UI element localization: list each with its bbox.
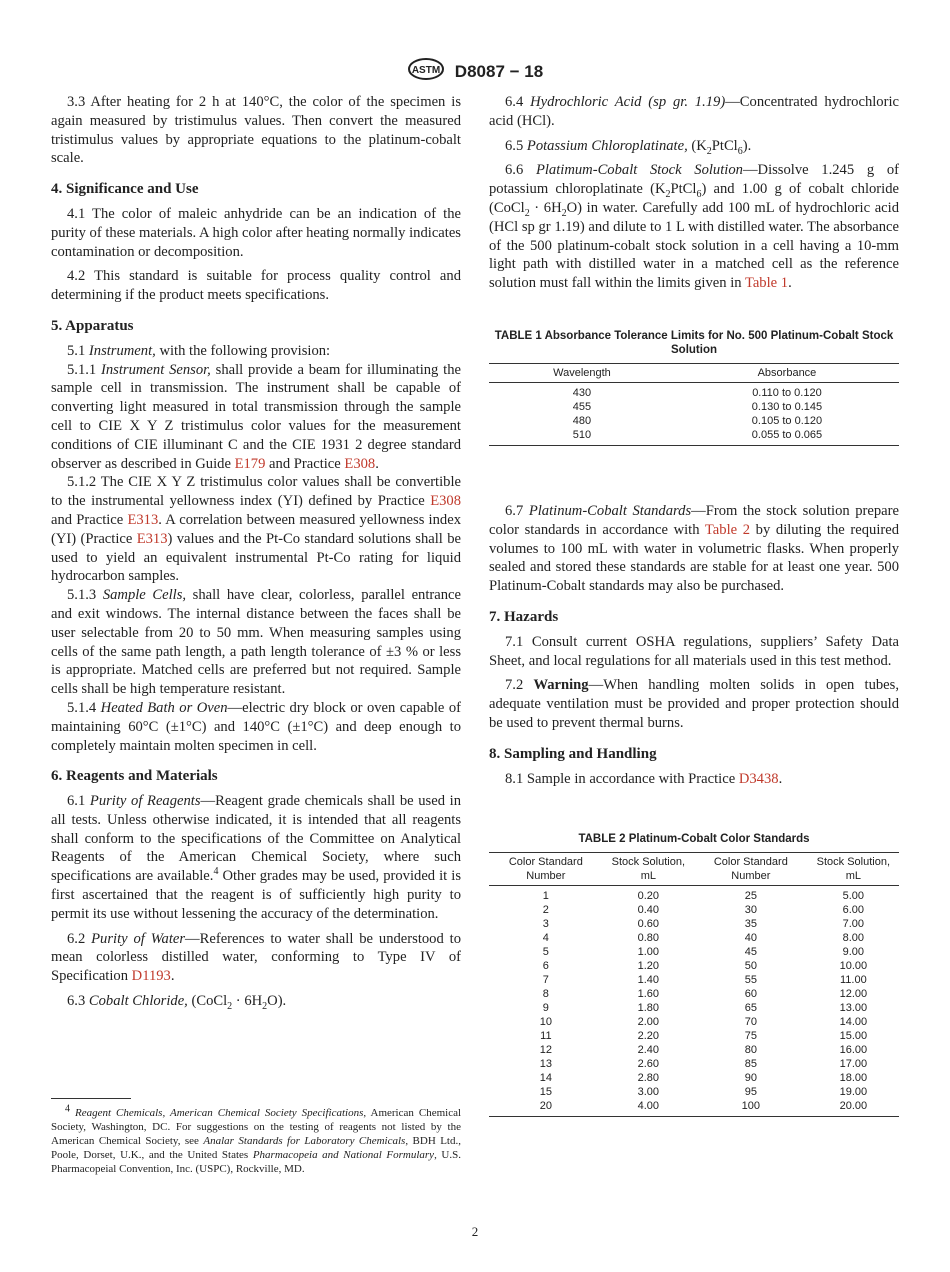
table-row: 11 2.20 75 15.00: [540, 1030, 868, 1043]
link-e179[interactable]: E179: [234, 455, 266, 472]
section-7-title: 7. Hazards: [489, 608, 559, 625]
table-row: 8 1.60 60 12.00: [542, 988, 868, 1001]
link-e313[interactable]: E313: [136, 530, 168, 547]
table-2-header: Color Standard Number: [489, 853, 603, 886]
table-row: 455 0.130 to 0.145: [572, 400, 823, 413]
table-row: 5 1.00 45 9.00: [542, 946, 865, 959]
paragraph-7-1: 7.1 Consult current OSHA regulations, suppliers’ Safety Data Sheet, and local regulations for all materials used in this test method.: [489, 633, 899, 669]
table-2-header: Stock Solution, mL: [603, 853, 694, 886]
paragraph-6-1: 6.1 Purity of Reagents—Reagent grade chemicals shall be used in all tests. Unless otherwise indicated, it is intended that all reagents shall conform to the specifications of the Committee on Analytical Reagents of the American Chemical Society, where such specifications are available.$^4$ Other grades may be used, provided it is first ascertained that the reagent is of sufficiently high purity to permit its use without lessening the accuracy of the determination.: [51, 793, 462, 922]
table-2-header: Color Standard Number: [694, 853, 808, 886]
paragraph-6-3: 6.3 Cobalt Chloride, (CoCl$_2$ · $6H_2O$).: [67, 993, 287, 1012]
paragraph-4-1: 4.1 The color of maleic anhydride can be an indication of the purity of these materials. A high color after heating normally indicates contamination or decomposition.: [51, 205, 461, 260]
table-row: 4 0.80 40 8.00: [542, 932, 865, 945]
paragraph-5-1-3: 5.1.3 Sample Cells, shall have clear, colorless, parallel entrance and exit windows. The internal distance between the faces shall be user selectable from 20 to 50 mm. When measuring samples using cells of the same path length, a path length tolerance of ±3 % or less is appropriate. Matched cells are preferred but not required. Sample cells shall be high temperature resistant.: [51, 587, 461, 698]
table-1-grid: [489, 363, 899, 446]
link-d3438[interactable]: D3438: [738, 770, 779, 787]
paragraph-6-7: 6.7 Platinum-Cobalt Standards—From the stock solution prepare color standards in accordance with Table 2 by diluting the required volumes to 100 mL with water in volumetric flasks. When properly sealed and stored these standards are stable for at least one year. 500 Platinum-Cobalt standards may also be purchased.: [489, 502, 900, 595]
table-2: [489, 832, 899, 1117]
table-row: 9 1.80 65 13.00: [542, 1002, 868, 1015]
table-row: 20 4.00 100 20.00: [489, 1099, 899, 1117]
paragraph-6-4: 6.4 Hydrochloric Acid (sp gr. 1.19)—Concentrated hydrochloric acid (HCl).: [489, 94, 899, 129]
footnote-marker: 4: [213, 866, 219, 878]
paragraph-8-1: 8.1 Sample in accordance with Practice D3438.: [505, 770, 783, 787]
table-row: 430 0.110 to 0.120: [572, 386, 822, 399]
paragraph-6-5: 6.5 Potassium Chloroplatinate, $(K_2PtCl_6)$.: [505, 137, 752, 157]
table-1-header: Wavelength: [489, 363, 675, 382]
left-column: [51, 93, 461, 1017]
table-row: 510 0.055 to 0.065: [489, 428, 899, 446]
link-e308[interactable]: E308: [344, 455, 376, 472]
table-row: 1 0.20 25 5.00: [542, 890, 865, 903]
document-number: D8087 − 18: [454, 61, 544, 81]
section-5-title: 5. Apparatus: [51, 317, 134, 334]
paragraph-3-3: 3.3 After heating for 2 h at 140°C, the color of the specimen is again measured by tristimulus values. Then convert the measured tristimulus values by appropriate equations to the platinum-cobalt scale.: [51, 94, 461, 167]
page-header: [0, 58, 950, 85]
footnote-divider: [51, 1098, 131, 1099]
svg-text:ASTM: ASTM: [411, 65, 440, 76]
table-2-header: Stock Solution, mL: [808, 853, 899, 886]
paragraph-5-1-4: 5.1.4 Heated Bath or Oven—electric dry block or oven capable of maintaining 60°C (±1°C) and 140°C (±1°C) and deep enough to completely maintain molten specimen in cell.: [51, 699, 461, 754]
table-row: 7 1.40 55 11.00: [542, 974, 867, 987]
paragraph-6-2: 6.2 Purity of Water—References to water shall be understood to mean colorless distilled water, conforming to Type IV of Specification D1193.: [51, 930, 461, 985]
link-table-2[interactable]: Table 2: [704, 521, 751, 538]
link-d1193[interactable]: D1193: [131, 968, 171, 985]
section-4-title: 4. Significance and Use: [51, 181, 199, 198]
footnote-4: $^4$ Reagent Chemicals, American Chemical Society Specifications, American Chemical Society, Washington, DC. For suggestions on the testing of reagents not listed by the American Chemical Society, see Analar Standards for Laboratory Chemicals, BDH Ltd., Poole, Dorset, U.K., and the United States Pharmacopeia and National Formulary, U.S. Pharmacopeial Convention, Inc. (USPC), Rockville, MD.: [51, 1103, 462, 1175]
paragraph-5-1: 5.1 Instrument, with the following provision:: [67, 342, 331, 359]
table-row: 2 0.40 30 6.00: [542, 904, 865, 917]
paragraph-5-1-2: 5.1.2 The CIE X Y Z tristimulus color values shall be convertible to the instrumental yellowness index (YI) defined by Practice E308 and Practice E313. A correlation between measured yellowness index (YI) (Practice E313) values and the Pt-Co standard solutions shall be used to yield an equivalent instrumental Pt-Co rating for liquid hydrocarbon samples.: [51, 474, 461, 585]
table-row: 480 0.105 to 0.120: [572, 414, 823, 427]
table-1-caption: TABLE 1 Absorbance Tolerance Limits for No. 500 Platinum-Cobalt Stock Solution: [494, 329, 894, 356]
link-table-1[interactable]: Table 1: [744, 275, 789, 292]
table-row: 6 1.20 50 10.00: [542, 960, 868, 973]
astm-logo-icon: [407, 58, 445, 85]
table-2-grid: [489, 852, 899, 1117]
table-row: 10 2.00 70 14.00: [539, 1016, 868, 1029]
page-number: 2: [471, 1224, 479, 1239]
table-row: 15 3.00 95 19.00: [539, 1086, 868, 1099]
table-row: 12 2.40 80 16.00: [539, 1044, 868, 1057]
table-row: 13 2.60 85 17.00: [539, 1058, 868, 1071]
table-2-caption: TABLE 2 Platinum-Cobalt Color Standards: [578, 833, 810, 846]
paragraph-6-6: 6.6 Platimum-Cobalt Stock Solution—Dissolve 1.245 g of potassium chloroplatinate $(K_2PtCl_6)$ and 1.00 g of cobalt chloride (CoCl$_2$ · $6H_2O$) in water. Carefully add 100 mL of hydrochloric acid (HCl sp gr 1.19) and dilute to 1 L with distilled water. The absorbance of the 500 platinum-cobalt stock solution in a cell having a 10-mm light path with distilled water in a matched cell as the reference solution must fall within the limits given in Table 1.: [489, 162, 899, 292]
paragraph-5-1-1: 5.1.1 Instrument Sensor, shall provide a beam for illuminating the sample cell in transmission. The instrument shall be capable of converting light measured in total transmission through the sample cell to CIE X Y Z tristimulus color values for the measurement conditions of CIE illuminant C and the CIE 1931 2 degree standard observer as described in Guide E179 and Practice E308.: [51, 361, 462, 472]
section-8-title: 8. Sampling and Handling: [489, 745, 657, 762]
table-row: 3 0.60 35 7.00: [542, 918, 865, 931]
table-1-header: Absorbance: [675, 363, 899, 382]
paragraph-7-2: 7.2 Warning—When handling molten solids in open tubes, adequate ventilation must be provided and proper protection should be used to prevent thermal burns.: [489, 677, 899, 731]
link-e308[interactable]: E308: [430, 493, 461, 510]
paragraph-4-2: 4.2 This standard is suitable for process quality control and determining if the product meets specifications.: [51, 268, 461, 304]
table-row: 14 2.80 90 18.00: [539, 1072, 868, 1085]
table-1: [489, 329, 899, 446]
section-6-title: 6. Reagents and Materials: [51, 768, 218, 785]
link-e313[interactable]: E313: [127, 511, 159, 528]
right-column: [489, 93, 899, 1117]
